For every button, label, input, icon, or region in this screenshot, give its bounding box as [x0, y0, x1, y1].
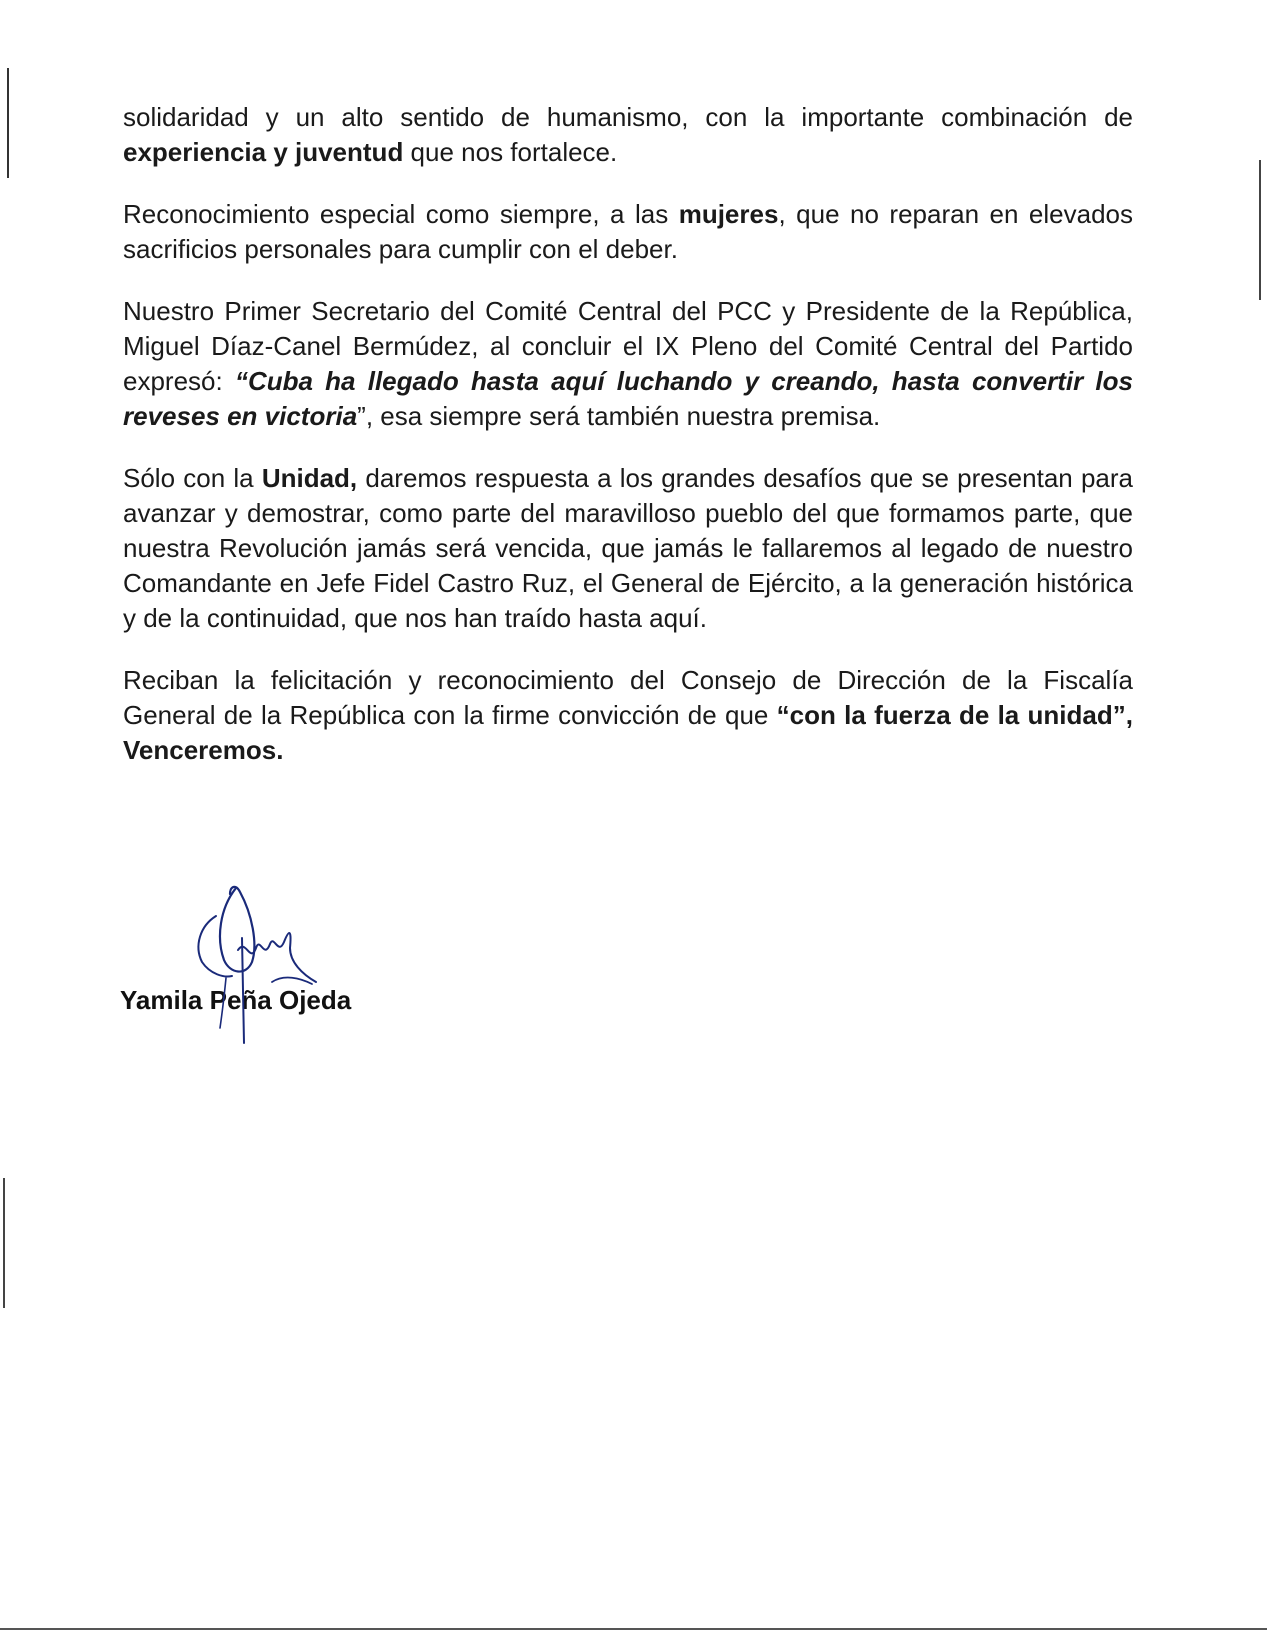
scan-edge-mark [7, 68, 9, 178]
text-span: , que no reparan en elevados sacrificios personales para cumplir con el deber. [123, 199, 1133, 264]
text-span: Sólo con la [123, 463, 262, 493]
text-span: daremos respuesta a los grandes desafíos que se presentan para avanzar y demostrar, como parte del maravilloso pueblo del que formamos parte, que nuestra Revolución jamás será vencida, que jamás le fallaremos al legado de nuestro Comandante en Jefe Fidel Castro Ruz, el General de Ejército, a la generación histórica y de la continuidad, que nos han traído hasta aquí. [123, 463, 1133, 633]
text-span: Nuestro Primer Secretario del Comité Central del PCC y Presidente de la República, Miguel Díaz-Canel Bermúdez, al concluir el IX Pleno del Comité Central del Partido expresó: [123, 296, 1133, 396]
signatory-name: Yamila Peña Ojeda [120, 985, 352, 1015]
paragraph-unity [123, 461, 1133, 636]
quote-phrase: “Cuba ha llegado hasta aquí luchando y creando, hasta convertir los reveses en victoria [123, 366, 1133, 431]
scan-edge-mark [3, 1178, 5, 1308]
bold-phrase: experiencia y juventud [123, 137, 404, 167]
text-span: Reciban la felicitación y reconocimiento del Consejo de Dirección de la Fiscalía General de la República con la firme convicción de que [123, 665, 1133, 730]
bold-phrase: Unidad, [261, 463, 358, 493]
paragraph-congratulations [123, 663, 1133, 768]
letter-body [123, 100, 1133, 795]
paragraph-first-secretary-quote [123, 294, 1133, 434]
text-span: ”, esa siempre será también nuestra premisa. [357, 401, 881, 431]
paragraph-experience-youth [123, 100, 1133, 170]
paragraph-women-recognition [123, 197, 1133, 267]
handwritten-signature [180, 878, 360, 1053]
bold-phrase: “con la fuerza de la unidad”, Venceremos. [123, 700, 1133, 765]
text-span: solidaridad y un alto sentido de humanismo, con la importante combinación de [123, 102, 1133, 132]
bold-phrase: mujeres [678, 199, 779, 229]
text-span: que nos fortalece. [403, 137, 618, 167]
scan-bottom-edge [0, 1628, 1267, 1630]
scan-edge-mark [1259, 160, 1261, 300]
signature-block [120, 878, 540, 1058]
text-span: Reconocimiento especial como siempre, a las [123, 199, 679, 229]
